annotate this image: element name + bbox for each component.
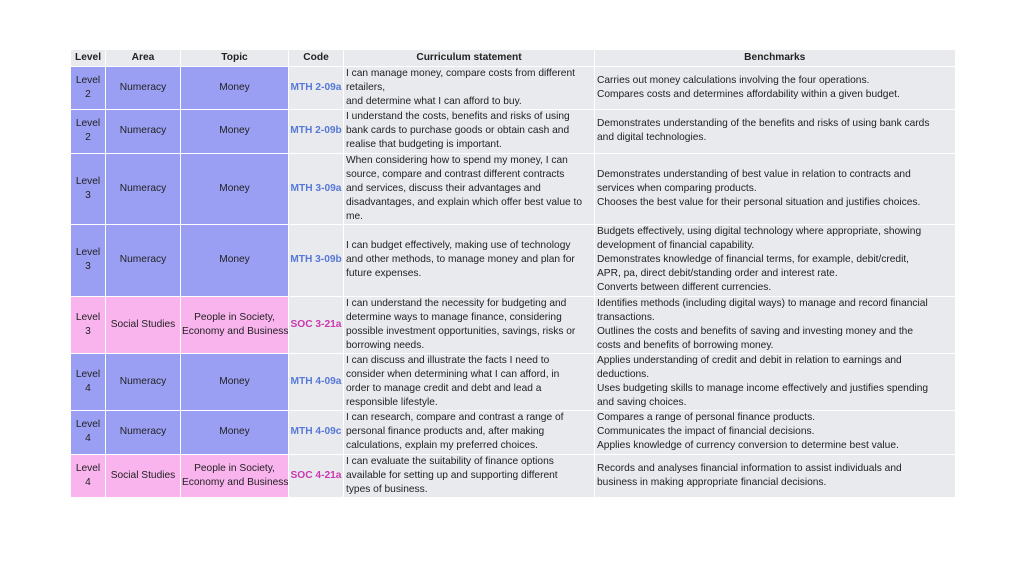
topic-header: Topic <box>181 50 289 67</box>
topic-line: Money <box>219 125 250 137</box>
statement-line: and other methods, to manage money and plan for <box>346 254 575 266</box>
statement-line: I understand the costs, benefits and risks of using <box>346 111 570 123</box>
statement-line: personal finance products and, after making <box>346 426 545 438</box>
benchmarks-cell <box>595 110 955 153</box>
benchmark-line: Carries out money calculations involving the four operations. <box>597 75 870 87</box>
table-row <box>71 110 955 153</box>
code-cell: MTH 2-09a <box>289 67 344 110</box>
topic-cell <box>181 110 289 153</box>
topic-cell <box>181 454 289 497</box>
topic-line: Money <box>219 182 250 194</box>
statement-line: retailers, <box>346 82 386 94</box>
topic-cell <box>181 153 289 224</box>
area-cell: Numeracy <box>106 153 181 224</box>
curriculum-statement-cell <box>344 67 595 110</box>
statement-line: types of business. <box>346 483 428 495</box>
area-cell: Numeracy <box>106 411 181 454</box>
statement-line: borrowing needs. <box>346 339 425 351</box>
benchmark-line: services when comparing products. <box>597 182 757 194</box>
area-cell: Numeracy <box>106 110 181 153</box>
code-cell: MTH 2-09b <box>289 110 344 153</box>
statement-line: disadvantages, and explain which offer best value to <box>346 196 582 208</box>
curriculum-table <box>70 50 955 498</box>
code-cell: SOC 3-21a <box>289 296 344 353</box>
curriculum-statement-header: Curriculum statement <box>344 50 595 67</box>
table-row <box>71 296 955 353</box>
level-cell: Level 4 <box>71 411 106 454</box>
topic-cell <box>181 411 289 454</box>
code-cell: MTH 4-09c <box>289 411 344 454</box>
table-row <box>71 353 955 410</box>
benchmark-line: Converts between different currencies. <box>597 282 772 294</box>
code-cell: SOC 4-21a <box>289 454 344 497</box>
curriculum-statement-cell <box>344 296 595 353</box>
benchmark-line: development of financial capability. <box>597 240 755 252</box>
level-cell: Level 2 <box>71 67 106 110</box>
code-header: Code <box>289 50 344 67</box>
topic-cell <box>181 67 289 110</box>
area-cell: Numeracy <box>106 67 181 110</box>
benchmark-line: Compares a range of personal finance products. <box>597 412 816 424</box>
level-cell: Level 3 <box>71 153 106 224</box>
benchmarks-header: Benchmarks <box>595 50 955 67</box>
benchmark-line: Demonstrates knowledge of financial terms, for example, debit/credit, <box>597 254 909 266</box>
code-cell: MTH 4-09a <box>289 353 344 410</box>
area-cell: Social Studies <box>106 454 181 497</box>
statement-line: I can evaluate the suitability of finance options <box>346 455 554 467</box>
level-cell: Level 4 <box>71 454 106 497</box>
topic-line: Money <box>219 426 250 438</box>
benchmark-line: Chooses the best value for their personal situation and justifies choices. <box>597 196 921 208</box>
area-cell: Numeracy <box>106 225 181 296</box>
topic-line: Money <box>219 254 250 266</box>
curriculum-statement-cell <box>344 454 595 497</box>
benchmark-line: Compares costs and determines affordability within a given budget. <box>597 89 900 101</box>
benchmark-line: deductions. <box>597 368 650 380</box>
benchmark-line: and digital technologies. <box>597 132 707 144</box>
level-header: Level <box>71 50 106 67</box>
statement-line: determine ways to manage finance, considering <box>346 311 562 323</box>
code-cell: MTH 3-09b <box>289 225 344 296</box>
topic-cell <box>181 225 289 296</box>
statement-line: I can manage money, compare costs from different <box>346 68 575 79</box>
table-row <box>71 411 955 454</box>
statement-line: future expenses. <box>346 268 422 280</box>
table-row <box>71 67 955 110</box>
header-row <box>71 50 955 67</box>
statement-line: I can understand the necessity for budgeting and <box>346 297 567 309</box>
benchmark-line: business in making appropriate financial decisions. <box>597 476 827 488</box>
benchmark-line: Outlines the costs and benefits of saving and investing money and the <box>597 325 914 337</box>
table-row <box>71 225 955 296</box>
statement-line: order to manage credit and debt and lead a <box>346 383 542 395</box>
statement-line: consider when determining what I can afford, in <box>346 368 560 380</box>
curriculum-statement-cell <box>344 110 595 153</box>
topic-line: Economy and Business <box>182 325 289 337</box>
benchmarks-cell <box>595 67 955 110</box>
benchmark-line: and saving choices. <box>597 397 687 409</box>
benchmarks-cell <box>595 296 955 353</box>
benchmark-line: Identifies methods (including digital ways) to manage and record financial <box>597 297 928 309</box>
benchmark-line: Uses budgeting skills to manage income effectively and justifies spending <box>597 383 929 395</box>
statement-line: calculations, explain my preferred choices. <box>346 440 538 452</box>
benchmark-line: Communicates the impact of financial decisions. <box>597 426 815 438</box>
statement-line: realise that budgeting is important. <box>346 139 502 151</box>
benchmarks-cell <box>595 411 955 454</box>
area-cell: Social Studies <box>106 296 181 353</box>
statement-line: source, compare and contrast different contracts <box>346 168 565 180</box>
level-cell: Level 2 <box>71 110 106 153</box>
statement-line: bank cards to purchase goods or obtain cash and <box>346 125 570 137</box>
area-cell: Numeracy <box>106 353 181 410</box>
benchmarks-cell <box>595 153 955 224</box>
benchmark-line: Applies knowledge of currency conversion to determine best value. <box>597 440 899 452</box>
statement-line: possible investment opportunities, savings, risks or <box>346 325 576 337</box>
topic-line: People in Society, <box>194 462 275 474</box>
benchmark-line: Demonstrates understanding of best value in relation to contracts and <box>597 168 911 180</box>
curriculum-statement-cell <box>344 411 595 454</box>
topic-line: Money <box>219 82 250 94</box>
statement-line: I can discuss and illustrate the facts I need to <box>346 354 550 366</box>
statement-line: me. <box>346 210 363 222</box>
benchmark-line: Budgets effectively, using digital technology where appropriate, showing <box>597 226 922 238</box>
topic-line: Money <box>219 376 250 388</box>
statement-line: and services, discuss their advantages and <box>346 182 541 194</box>
benchmarks-cell <box>595 454 955 497</box>
topic-line: People in Society, <box>194 311 275 323</box>
statement-line: When considering how to spend my money, I can <box>346 154 568 166</box>
benchmarks-cell <box>595 353 955 410</box>
table-row <box>71 454 955 497</box>
statement-line: responsible lifestyle. <box>346 397 438 409</box>
level-cell: Level 3 <box>71 296 106 353</box>
statement-line: I can research, compare and contrast a range of <box>346 412 564 424</box>
benchmark-line: Demonstrates understanding of the benefits and risks of using bank cards <box>597 118 930 130</box>
curriculum-statement-cell <box>344 353 595 410</box>
benchmarks-cell <box>595 225 955 296</box>
area-header: Area <box>106 50 181 67</box>
statement-line: I can budget effectively, making use of technology <box>346 240 571 252</box>
topic-line: Economy and Business <box>182 476 289 488</box>
benchmark-line: transactions. <box>597 311 655 323</box>
topic-cell <box>181 353 289 410</box>
level-cell: Level 4 <box>71 353 106 410</box>
benchmark-line: Records and analyses financial information to assist individuals and <box>597 462 902 474</box>
curriculum-statement-cell <box>344 225 595 296</box>
curriculum-statement-cell <box>344 153 595 224</box>
code-cell: MTH 3-09a <box>289 153 344 224</box>
level-cell: Level 3 <box>71 225 106 296</box>
statement-line: available for setting up and supporting different <box>346 469 558 481</box>
benchmark-line: APR, pa, direct debit/standing order and interest rate. <box>597 268 838 280</box>
table-row <box>71 153 955 224</box>
topic-cell <box>181 296 289 353</box>
benchmark-line: Applies understanding of credit and debit in relation to earnings and <box>597 354 902 366</box>
benchmark-line: costs and benefits of borrowing money. <box>597 339 774 351</box>
statement-line: and determine what I can afford to buy. <box>346 96 522 108</box>
